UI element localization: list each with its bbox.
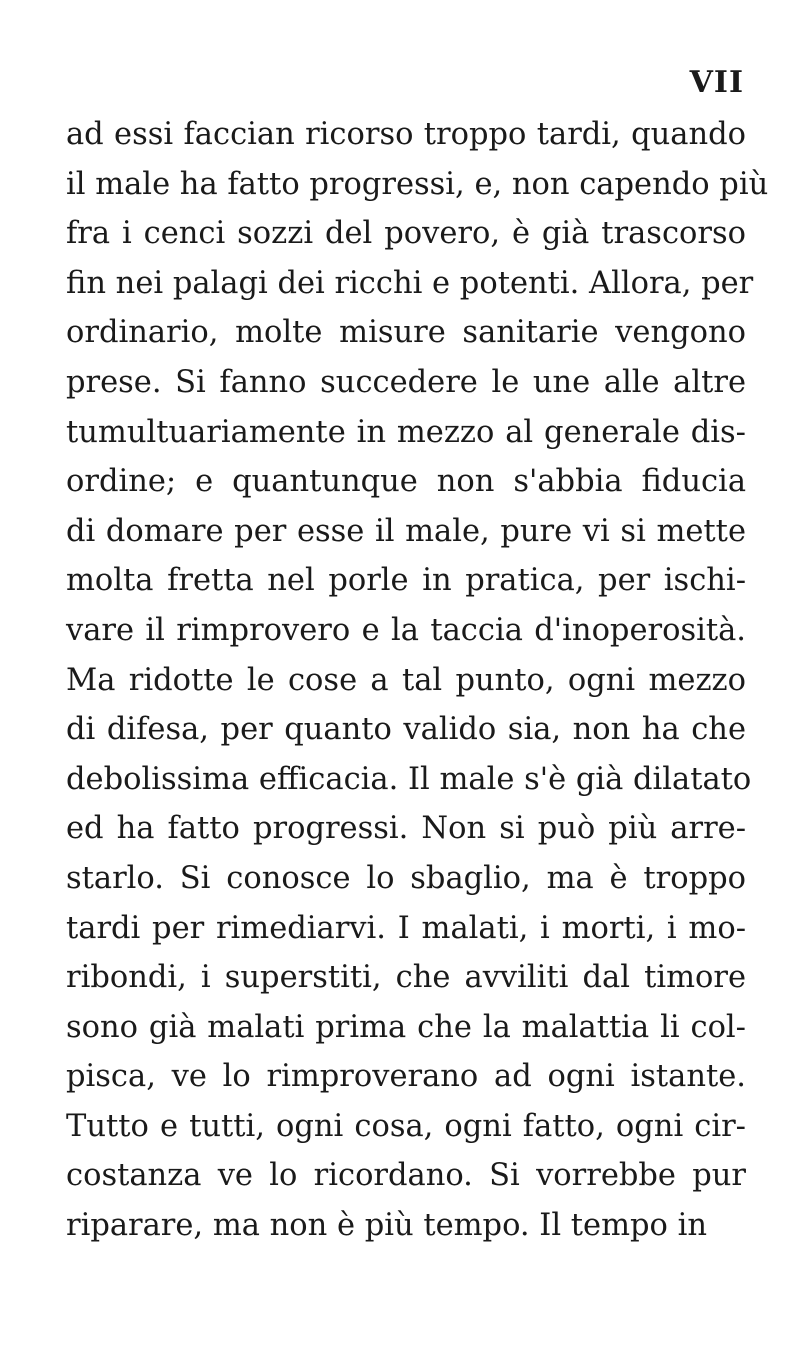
text-line: pisca, ve lo rimproverano ad ogni istante. xyxy=(66,1059,746,1095)
text-line: ad essi faccian ricorso troppo tardi, quando xyxy=(66,117,746,152)
text-line: riparare, ma non è più tempo. Il tempo in xyxy=(66,1208,708,1244)
text-line: vare il rimprovero e la taccia d'inoperosità. xyxy=(66,612,746,648)
text-line: tumultuariamente in mezzo al generale dis- xyxy=(66,414,746,450)
text-line: Tutto e tutti, ogni cosa, ogni fatto, ogni cir- xyxy=(66,1108,746,1144)
text-line: Ma ridotte le cose a tal punto, ogni mezzo xyxy=(66,662,746,698)
text-line: ed ha fatto progressi. Non si può più arre- xyxy=(66,811,746,847)
text-line: ordinario, molte misure sanitarie vengono xyxy=(66,315,746,351)
text-line: ribondi, i superstiti, che avviliti dal timore xyxy=(66,960,746,996)
text-line: costanza ve lo ricordano. Si vorrebbe pur xyxy=(66,1158,746,1194)
text-line: starlo. Si conosce lo sbaglio, ma è troppo xyxy=(66,860,746,896)
text-line: di difesa, per quanto valido sia, non ha che xyxy=(66,712,746,748)
text-line: il male ha fatto progressi, e, non capendo più xyxy=(66,166,769,202)
text-line: sono già malati prima che la malattia li col- xyxy=(66,1009,746,1045)
text-line: fra i cenci sozzi del povero, è già trascorso xyxy=(66,216,746,252)
text-line: debolissima efficacia. Il male s'è già dilatato xyxy=(66,761,752,797)
text-line: ordine; e quantunque non s'abbia fiducia xyxy=(66,464,746,500)
text-line: tardi per rimediarvi. I malati, i morti, i mo- xyxy=(66,910,746,946)
page-number: VII xyxy=(689,65,744,100)
body-text xyxy=(66,110,769,1251)
text-line: molta fretta nel porle in pratica, per ischi- xyxy=(66,563,746,599)
text-line: fin nei palagi dei ricchi e potenti. Allora, per xyxy=(66,265,754,301)
text-line: di domare per esse il male, pure vi si mette xyxy=(66,513,746,549)
text-line: prese. Si fanno succedere le une alle altre xyxy=(66,364,746,400)
